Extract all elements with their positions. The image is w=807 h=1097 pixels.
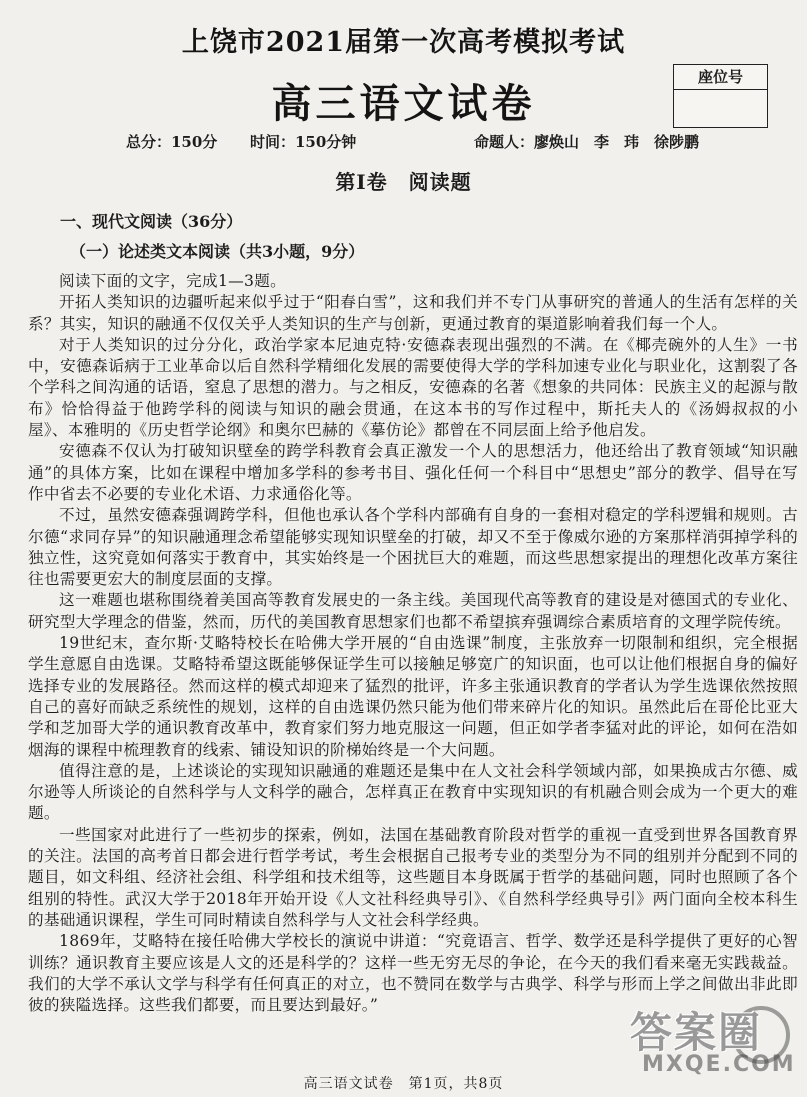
seat-number-label: 座位号 bbox=[674, 65, 767, 90]
passage-paragraph: 这一难题也堪称围绕着美国高等教育发展史的一条主线。美国现代高等教育的建设是对德国式的专业化、研究型大学理念的借鉴，然而，历代的美国教育思想家们也都不希望摈弃强调综合素质培育的文理学院传统。 bbox=[28, 591, 798, 631]
section-heading: 一、现代文阅读（36分） bbox=[60, 212, 243, 231]
watermark-text: 答案圈 bbox=[630, 1008, 763, 1057]
passage-paragraph: 对于人类知识的过分分化，政治学家本尼迪克特·安德森表现出强烈的不满。在《椰壳碗外的人生》一书中，安德森诟病于工业革命以后自然科学精细化发展的需要使得大学的学科加速专业化与职业化，这割裂了各个学科之间沟通的话语，窒息了思想的潜力。与之相反，安德森的名著《想象的共同体：民族主义的起源与散布》恰恰得益于他跨学科的阅读与知识的融会贯通，在这本书的写作过程中，斯托夫人的《汤姆叔叔的小屋》、本雅明的《历史哲学论纲》和奥尔巴赫的《摹仿论》都曾在不同层面上给予他启发。 bbox=[28, 335, 798, 440]
exam-authors: 命题人：廖焕山 李 玮 徐陟鹏 bbox=[474, 133, 700, 151]
reading-passage bbox=[28, 271, 798, 1016]
seat-number-box bbox=[673, 64, 768, 128]
passage-paragraph: 安德森不仅认为打破知识壁垒的跨学科教育会真正激发一个人的思想活力，他还给出了教育领域“知识融通”的具体方案，比如在课程中增加多学科的参考书目、强化任何一个科目中“思想史”部分的教学、倡导在写作中省去不必要的专业化术语、力求通俗化等。 bbox=[28, 442, 798, 503]
exam-time: 时间：150分钟 bbox=[250, 133, 357, 151]
subsection-heading: （一）论述类文本阅读（共3小题，9分） bbox=[70, 242, 365, 261]
exam-title: 上饶市2021届第一次高考模拟考试 bbox=[181, 27, 626, 58]
watermark-logo bbox=[620, 1000, 800, 1080]
page-footer: 高三语文试卷 第1页，共8页 bbox=[303, 1076, 504, 1092]
watermark-url: MXQE.COM bbox=[642, 1052, 796, 1077]
passage-paragraph: 值得注意的是，上述谈论的实现知识融通的难题还是集中在人文社会科学领域内部，如果换成古尔德、威尔逊等人所谈论的自然科学与人文科学的融合，怎样真正在教育中实现知识的有机融合则会成为一个更大的难题。 bbox=[28, 761, 798, 823]
part-title: 第Ⅰ卷 阅读题 bbox=[335, 170, 472, 194]
passage-paragraph: 不过，虽然安德森强调跨学科，但他也承认各个学科内部确有自身的一套相对稳定的学科逻辑和规则。古尔德“求同存异”的知识融通理念希望能够实现知识壁垒的打破，却又不至于像威尔逊的方案那样消弭掉学科的独立性，这究竟如何落实于教育中，其实始终是一个困扰巨大的难题，而这些思想家提出的理想化改革方案往往也需要更宏大的制度层面的支撑。 bbox=[28, 506, 798, 589]
total-score: 总分：150分 bbox=[126, 133, 218, 151]
paper-title: 高三语文试卷 bbox=[271, 80, 536, 127]
passage-paragraph: 19世纪末，查尔斯·艾略特校长在哈佛大学开展的“自由选课”制度，主张放弃一切限制和组织，完全根据学生意愿自由选课。艾略特希望这既能够保证学生可以接触足够宽广的知识面，也可以让他们根据自身的偏好选择专业的发展路径。然而这样的模式却迎来了猛烈的批评，许多主张通识教育的学者认为学生选课依然按照自己的喜好而缺乏系统性的规划，这样的自由选课仍然只能为他们带来碎片化的知识。虽然此后在哥伦比亚大学和芝加哥大学的通识教育改革中，教育家们努力地克服这一问题，但正如学者李猛对此的评论，如何在浩如烟海的课程中梳理教育的线索、铺设知识的阶梯始终是一个大问题。 bbox=[28, 634, 798, 759]
passage-paragraph: 开拓人类知识的边疆听起来似乎过于“阳春白雪”，这和我们并不专门从事研究的普通人的生活有怎样的关系？其实，知识的融通不仅仅关乎人类知识的生产与创新，更通过教育的渠道影响着我们每一个人。 bbox=[28, 293, 798, 333]
passage-paragraph: 1869年，艾略特在接任哈佛大学校长的演说中讲道：“究竟语言、哲学、数学还是科学提供了更好的心智训练？通识教育主要应该是人文的还是科学的？这样一些无穷无尽的争论，在今天的我们看来毫无实践裁益。我们的大学不承认文学与科学有任何真正的对立，也不赞同在数学与古典学、科学与形而上学之间做出非此即彼的狭隘选择。这些我们都要，而且要达到最好。” bbox=[28, 932, 798, 1015]
passage-paragraph: 一些国家对此进行了一些初步的探索，例如，法国在基础教育阶段对哲学的重视一直受到世界各国教育界的关注。法国的高考首日都会进行哲学考试，考生会根据自己报考专业的类型分为不同的组别并分配到不同的题目，如文科组、经济社会组、科学组和技术组等，这些题目本身既属于哲学的基础问题，同时也照顾了各个组别的特性。武汉大学于2018年开始开设《人文社科经典导引》、《自然科学经典导引》两门面向全校本科生的基础通识课程，学生可同时精读自然科学与人文社会科学经典。 bbox=[28, 825, 798, 929]
instruction-paragraph: 阅读下面的文字，完成1—3题。 bbox=[59, 272, 287, 290]
